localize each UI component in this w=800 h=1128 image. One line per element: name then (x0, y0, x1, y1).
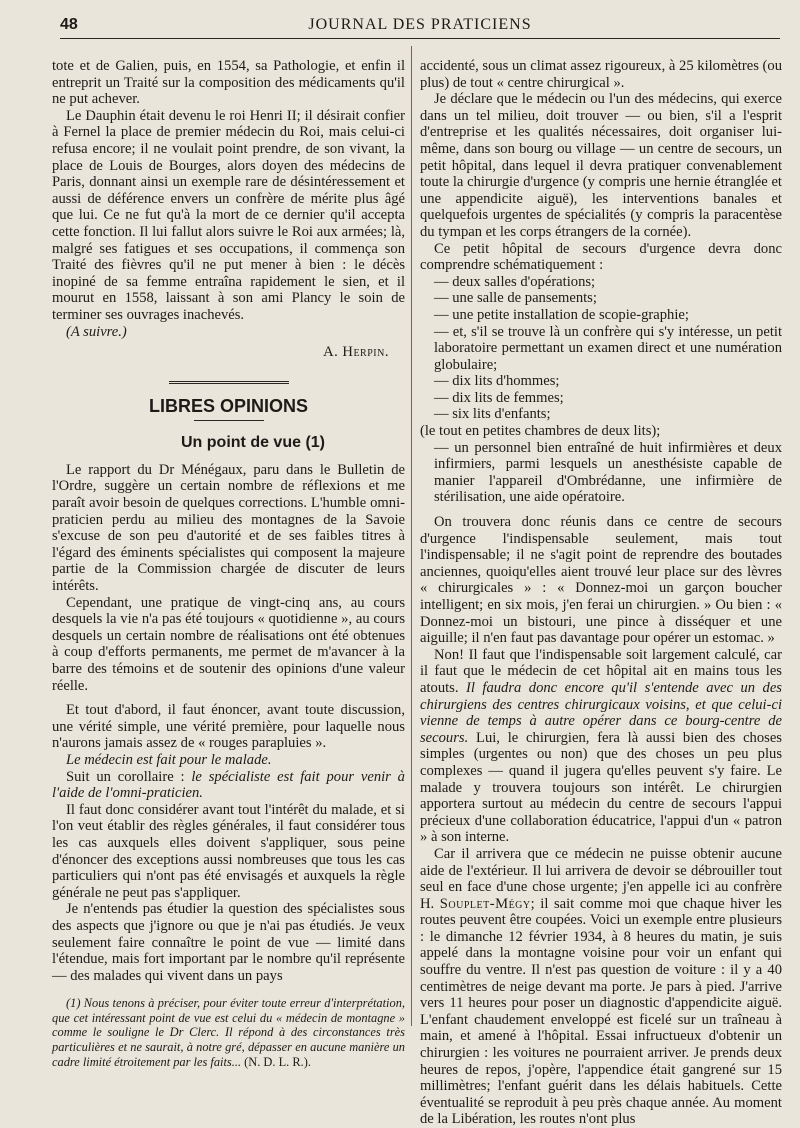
list-item: — un personnel bien entraîné de huit infirmières et deux infirmiers, parmi lesquels un anesthésiste capable de manier l'appareil d'Ombrédanne, une infirmière de stérilisation, une aide opératoire. (434, 439, 782, 506)
list-item: — dix lits d'hommes; (434, 373, 560, 390)
list-item: — dix lits de femmes; (434, 389, 564, 406)
paragraph: Il faut donc considérer avant tout l'intérêt du malade, et si l'on veut établir des règles générales, il faut considérer tous les cas auxquels elles doivent s'appliquer, sous peine d'énoncer des exceptions aussi nombreuses que tous les cas particuliers qui n'ont pas été envisagés et auxquels la règle générale ne peut pas s'appliquer. (52, 801, 405, 901)
paragraph: Ce petit hôpital de secours d'urgence devra donc comprendre schématiquement : (420, 240, 782, 274)
paragraph: Non! Il faut que l'indispensable soit largement calculé, car il faut que le médecin de cet hôpital ait en mains tous les atouts. Il faudra donc encore qu'il s'entende avec un des chirurgiens des centres chirurgicaux voisins, et que celui-ci vienne de temps à autre opérer dans ce bourg-centre de secours. Lui, le chirurgien, fera là aussi bien des choses simples (urgentes ou non) que des choses un peu plus complexes — quand il jugera qu'elles peuvent s'y faire. Le malade y trouvera toujours son intérêt. Le chirurgien apportera surtout au médecin du centre de secours l'appui précieux d'une collaboration éducatrice, l'appui d'un « patron » à son interne. (420, 646, 782, 846)
article-title: Un point de vue (1) (181, 434, 325, 452)
paragraph: Le Dauphin était devenu le roi Henri II; il désirait confier à Fernel la place de premier médecin du Roi, mais celui-ci refusa encore; il ne voulait point prendre, de son vivant, la place de Louis de Bourges, alors doyen des médecins de Paris, donnant ainsi un exemple rare de désintéressement et aussi de déférence envers un confrère de mérite plus âgé que lui. Ce ne fut qu'à la mort de ce dernier qu'il accepta cette fonction. Il lui fallut alors suivre le Roi aux armées; là, malgré ses fatigues et ses occupations, il commença son Traité des fièvres qu'il ne put mener à bien : le décès inopiné de sa femme entraîna rapidement le sien, et il mourut en 1558, laissant à son ami Plancy le soin de terminer ses ouvrages inachevés. (52, 107, 405, 323)
left-column (52, 58, 405, 1069)
right-column (420, 58, 782, 1128)
author-signature: A. Herpin. (323, 344, 389, 361)
list-item: — une salle de pansements; (434, 290, 597, 307)
paragraph: On trouvera donc réunis dans ce centre de secours d'urgence l'indispensable seulement, mais tout l'indispensable; il ne s'agit point de reprendre des boutades anciennes, quoiqu'elles aient trouvé leur place sur des lèvres « chirurgicales » : « Donnez-moi un garçon boucher intelligent; en six mois, j'en ferai un chirurgien. » Ou bien : « Donnez-moi un bistouri, une pince à disséquer et une aiguille; il n'en faut pas davantage pour opérer un estomac. » (420, 514, 782, 647)
footnote: (1) Nous tenons à préciser, pour éviter toute erreur d'interprétation, que cet intéressant point de vue est celui du « médecin de montagne » comme le souligne le Dr Clerc. Il répond à des circonstances très particulières et ne saurait, à notre gré, dépasser en aucune manière un cadre limité étroitement par les faits... (N. D. L. R.). (52, 996, 405, 1069)
to-be-continued: (A suivre.) (66, 323, 127, 340)
paragraph: Le médecin est fait pour le malade. (66, 751, 272, 768)
section-rule (169, 381, 289, 384)
paragraph: Je déclare que le médecin ou l'un des médecins, qui exerce dans un tel milieu, doit trouver — ou bien, s'il a l'esprit d'entreprise et les qualités nécessaires, doit organiser lui-même, dans son bourg ou village — un centre de secours, un petit hôpital, dans lequel il devra pratiquer convenablement toute la chirurgie d'urgence (y compris une hernie étranglée et une appendicite aiguë), les interventions banales et quelquefois urgentes de spécialités (y compris la paracentèse du tympan et les corps étrangers de la cornée). (420, 91, 782, 240)
paragraph: Je n'entends pas étudier la question des spécialistes sous des aspects que j'ignore ou que je n'ai pas étudiés. Je veux seulement faire connaître le point de vue — limité dans l'étendue, mais fort important par le nombre qu'il représente — des malades qui vivent dans un pays (52, 901, 405, 984)
list-item: — une petite installation de scopie-graphie; (434, 306, 689, 323)
list-item: — six lits d'enfants; (434, 406, 551, 423)
paragraph: Cependant, une pratique de vingt-cinq ans, au cours desquels la vie n'a pas été toujours « quotidienne », au cours desquels un certain nombre de réalisations ont été obtenues à coup d'efforts permanents, me permet de m'avancer à la barre des témoins et de soutenir des opinions d'une valeur réelle. (52, 594, 405, 694)
title-rule (194, 420, 264, 421)
paragraph: Car il arrivera que ce médecin ne puisse obtenir aucune aide de l'extérieur. Il lui arrivera de devoir se débrouiller tout seul en face d'une chose urgente; j'en appelle ici au confrère H. Souplet-Mégy; il sait comme moi que chaque hiver les routes peuvent être coupées. Voici un exemple entre plusieurs : le dimanche 12 février 1934, à 8 heures du matin, je suis appelé dans la montagne voisine pour voir un enfant qui souffre du ventre. Il n'est pas question de voiture : il y a 40 centimètres de neige devant ma porte. Je pars à pied. J'arrive vers 11 heures pour poser un diagnostic d'appendicite aiguë. L'enfant chaudement enveloppé est ficelé sur un traîneau à main, et amené à l'hôpital. Essai infructueux d'obtenir un chirurgien : les voitures ne pourraient arriver. Je prends deux heures de repos, j'opère, l'appendice était gangrené sur 15 millimètres; l'enfant guérit dans les délais habituels. Cette éventualité se reproduit à peu près chaque année. Au moment de la Libération, les routes n'ont plus (420, 845, 782, 1128)
paragraph: tote et de Galien, puis, en 1554, sa Pathologie, et enfin il entreprit un Traité sur la composition des médicaments qu'il ne put achever. (52, 58, 405, 108)
paragraph: Suit un corollaire : le spécialiste est fait pour venir à l'aide de l'omni-praticien. (52, 768, 405, 802)
paragraph: Le rapport du Dr Ménégaux, paru dans le Bulletin de l'Ordre, suggère un certain nombre de réflexions et me paraît avoir besoin de quelques corrections. L'humble omni-praticien perdu au milieu des montagnes de la Savoie s'excuse de son peu d'autorité et de ses faibles titres à l'égard des éminents spécialistes qui composent la majeure partie de la Commission chargée de discuter de leurs intérêts. (52, 461, 405, 595)
page-number: 48 (60, 16, 78, 33)
paragraph: accidenté, sous un climat assez rigoureux, à 25 kilomètres (ou plus) de tout « centre chirurgical ». (420, 58, 782, 91)
column-divider (411, 46, 412, 1026)
list-item: — et, s'il se trouve là un confrère qui s'y intéresse, un petit laboratoire permettant un examen direct et une numération globulaire; (434, 323, 782, 373)
section-title: LIBRES OPINIONS (148, 395, 309, 416)
paragraph: Et tout d'abord, il faut énoncer, avant toute discussion, une vérité simple, une vérité première, pour laquelle nous n'aurons jamais assez de « rouges parapluies ». (52, 702, 405, 752)
list-item: — deux salles d'opérations; (434, 273, 596, 290)
list-note: (le tout en petites chambres de deux lits); (420, 423, 661, 440)
page-header (60, 12, 780, 39)
journal-title: JOURNAL DES PRATICIENS (308, 16, 532, 33)
